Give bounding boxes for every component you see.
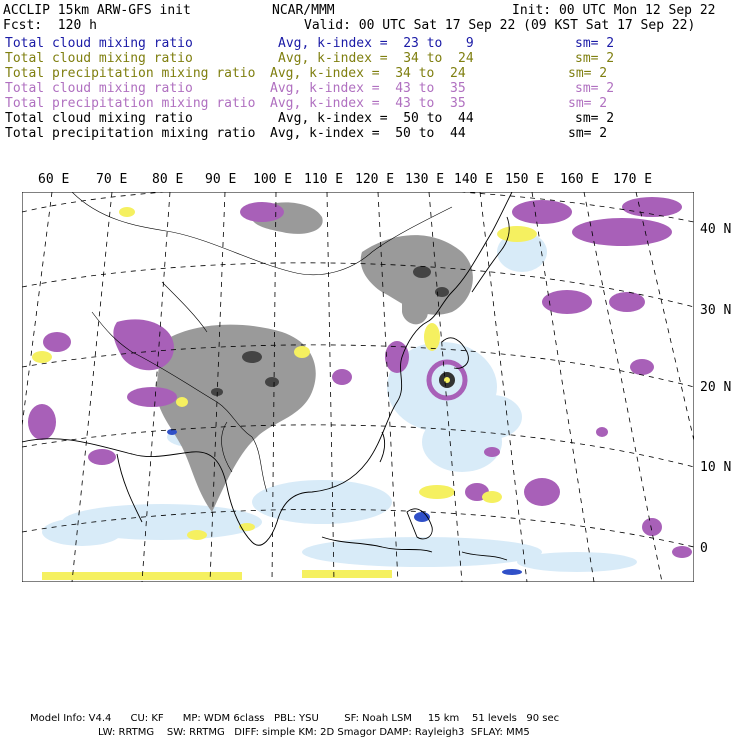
lon-label: 160 E: [560, 172, 600, 187]
legend-field: Total cloud mixing ratio: [5, 51, 193, 66]
legend-sm: sm= 2: [568, 66, 608, 81]
legend-field: Total cloud mixing ratio: [5, 36, 193, 51]
model-info-line2: LW: RRTMG SW: RRTMG DIFF: simple KM: 2D Smagor DAMP: Rayleigh3 SFLAY: MM5: [98, 727, 530, 738]
lon-label: 140 E: [454, 172, 494, 187]
lat-label: 0: [700, 541, 708, 556]
legend-avg: Avg, k-index = 23 to 9: [278, 36, 474, 51]
lon-label: 80 E: [152, 172, 184, 187]
legend-sm: sm= 2: [575, 51, 615, 66]
lon-label: 130 E: [405, 172, 445, 187]
lon-label: 120 E: [355, 172, 395, 187]
map-panel: [22, 192, 694, 582]
lon-label: 60 E: [38, 172, 70, 187]
legend-sm: sm= 2: [575, 111, 615, 126]
legend-sm: sm= 2: [568, 126, 608, 141]
legend-sm: sm= 2: [575, 81, 615, 96]
model-info-line1: Model Info: V4.4 CU: KF MP: WDM 6class PBL: YSU SF: Noah LSM 15 km 51 levels 90 sec: [30, 713, 560, 724]
lon-label: 90 E: [205, 172, 237, 187]
lon-label: 100 E: [253, 172, 293, 187]
legend-sm: sm= 2: [568, 96, 608, 111]
legend-avg: Avg, k-index = 34 to 24: [278, 51, 474, 66]
model-title: ACCLIP 15km ARW-GFS init: [3, 3, 191, 18]
lon-label: 150 E: [505, 172, 545, 187]
valid-time: Valid: 00 UTC Sat 17 Sep 22 (09 KST Sat 17 Sep 22): [304, 18, 696, 33]
lat-label: 30 N: [700, 303, 732, 318]
lon-label: 170 E: [613, 172, 653, 187]
legend-field: Total cloud mixing ratio: [5, 111, 193, 126]
legend-avg: Avg, k-index = 43 to 35: [270, 81, 466, 96]
legend-field: Total precipitation mixing ratio: [5, 126, 256, 141]
legend-avg: Avg, k-index = 43 to 35: [270, 96, 466, 111]
legend-field: Total precipitation mixing ratio: [5, 96, 256, 111]
lat-label: 10 N: [700, 460, 732, 475]
lon-label: 110 E: [304, 172, 344, 187]
lon-label: 70 E: [96, 172, 128, 187]
legend-field: Total precipitation mixing ratio: [5, 66, 256, 81]
institution-label: NCAR/MMM: [272, 3, 335, 18]
legend-field: Total cloud mixing ratio: [5, 81, 193, 96]
init-time: Init: 00 UTC Mon 12 Sep 22: [512, 3, 716, 18]
legend-sm: sm= 2: [575, 36, 615, 51]
forecast-hour: Fcst: 120 h: [3, 18, 97, 33]
lat-label: 40 N: [700, 222, 732, 237]
legend-avg: Avg, k-index = 50 to 44: [270, 126, 466, 141]
legend-avg: Avg, k-index = 50 to 44: [278, 111, 474, 126]
lat-label: 20 N: [700, 380, 732, 395]
legend-avg: Avg, k-index = 34 to 24: [270, 66, 466, 81]
